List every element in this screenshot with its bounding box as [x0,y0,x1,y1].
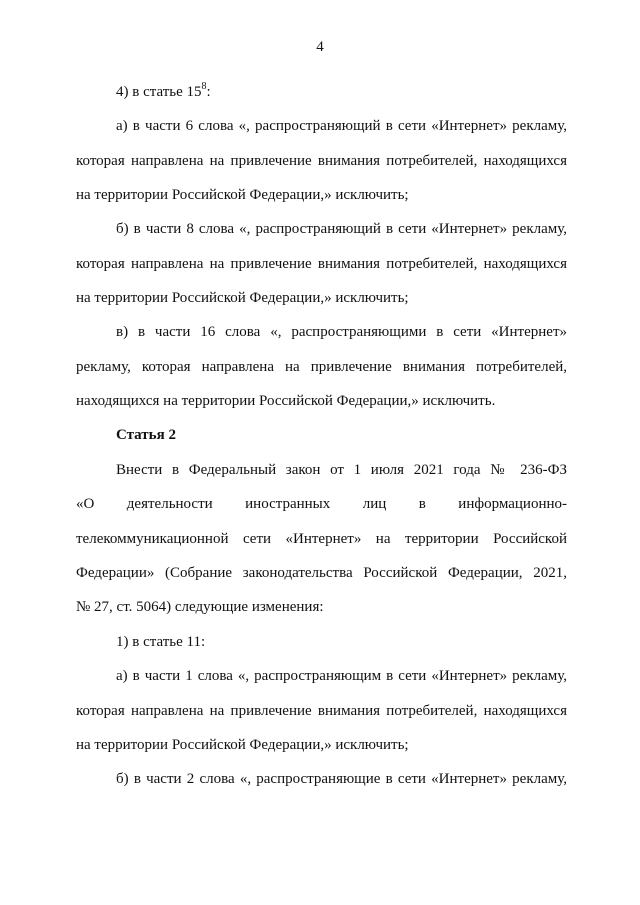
paragraph-line: рекламу, которая направлена на привлечение внимания потребителей, [76,359,567,375]
paragraph-line: которая направлена на привлечение внимания потребителей, находящихся [76,703,567,719]
paragraph-line: которая направлена на привлечение внимания потребителей, находящихся [76,153,567,169]
paragraph-line: находящихся на территории Российской Федерации,» исключить. [76,393,496,409]
paragraph-line: Внести в Федеральный закон от 1 июля 2021 года № 236-ФЗ [116,462,567,478]
paragraph-line: в) в части 16 слова «, распространяющими в сети «Интернет» [116,324,567,340]
paragraph-line: б) в части 8 слова «, распространяющий в сети «Интернет» рекламу, [116,221,567,237]
page-number: 4 [316,39,324,55]
article-heading: Статья 2 [116,427,176,443]
item-4-heading [116,82,211,102]
item-1-heading: 1) в статье 11: [116,634,206,650]
paragraph-line: б) в части 2 слова «, распространяющие в сети «Интернет» рекламу, [116,771,567,787]
item-4-suffix: : [206,84,211,100]
paragraph-line: Федерации» (Собрание законодательства Российской Федерации, 2021, [76,565,567,581]
paragraph-line: на территории Российской Федерации,» исключить; [76,187,409,203]
paragraph-line: № 27, ст. 5064) следующие изменения: [76,599,324,615]
paragraph-line: на территории Российской Федерации,» исключить; [76,290,409,306]
paragraph-line: телекоммуникационной сети «Интернет» на территории Российской [76,531,567,547]
paragraph-line: а) в части 6 слова «, распространяющий в сети «Интернет» рекламу, [116,118,567,134]
paragraph-line: которая направлена на привлечение внимания потребителей, находящихся [76,256,567,272]
item-4-prefix: 4) в статье 15 [116,84,202,100]
paragraph-line: «О деятельности иностранных лиц в информационно- [76,496,567,512]
paragraph-line: на территории Российской Федерации,» исключить; [76,737,409,753]
paragraph-line: а) в части 1 слова «, распространяющим в сети «Интернет» рекламу, [116,668,567,684]
item-4-superscript: 8 [201,81,207,92]
